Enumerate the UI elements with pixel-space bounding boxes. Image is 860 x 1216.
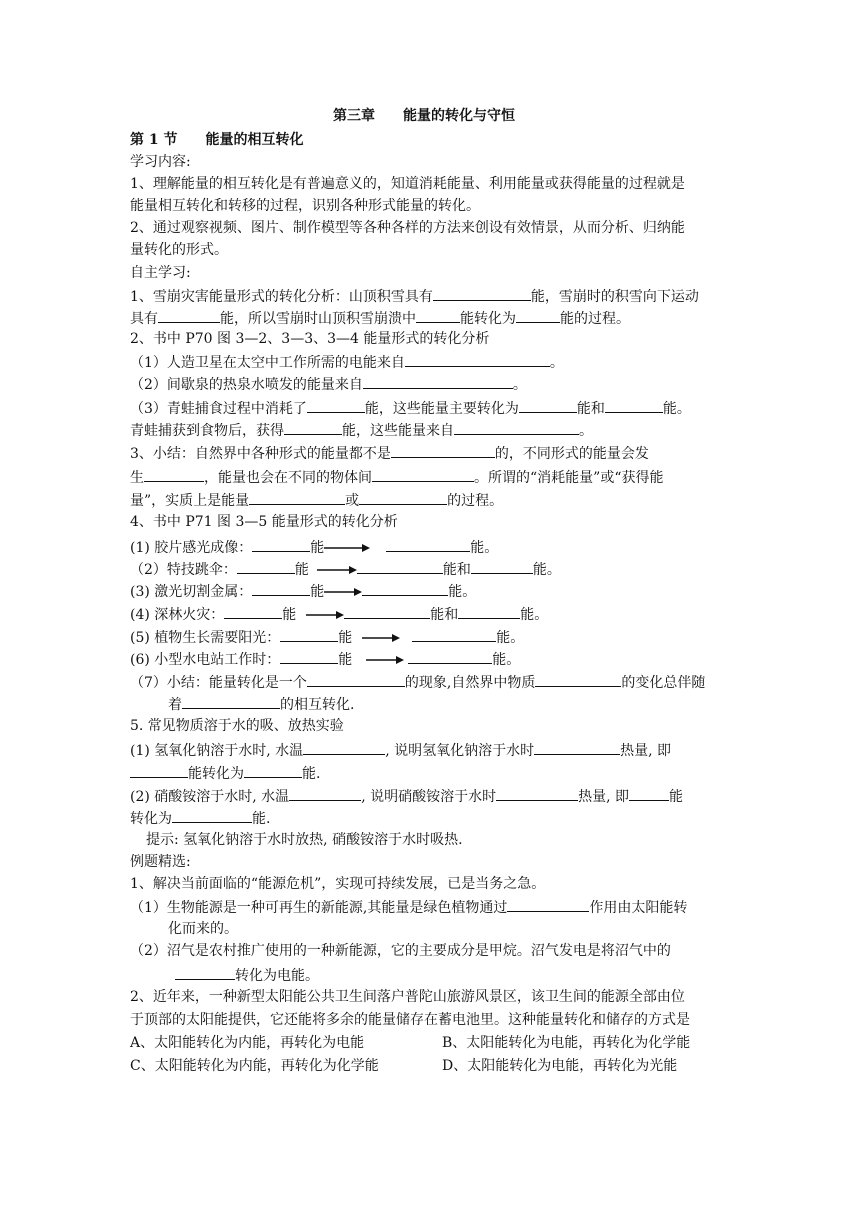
q5-text: 能. — [302, 766, 321, 782]
answer-blank[interactable] — [454, 418, 579, 435]
q3-line1 — [130, 441, 649, 463]
q1-text: 具有 — [130, 311, 158, 327]
q2-text: （1）人造卫星在太空中工作所需的电能来自 — [130, 355, 405, 371]
q4-text: 的变化总伴随 — [621, 675, 706, 691]
answer-blank[interactable] — [252, 535, 310, 552]
answer-blank[interactable] — [249, 488, 345, 505]
study-line: 2、通过观察视频、图片、制作模型等各种各样的方法来创设有效情景，从而分析、归纳能 — [130, 220, 685, 236]
study-line: 1、理解能量的相互转化是有普遍意义的，知道消耗能量、利用能量或获得能量的过程就是 — [130, 176, 685, 192]
q4-item2 — [130, 557, 561, 579]
q5-text: 转化为 — [130, 811, 172, 827]
ex1-text: （1）生物能源是一种可再生的新能源,其能量是绿色植物通过 — [130, 900, 508, 916]
q1-text: 1、雪崩灾害能量形式的转化分析：山顶积雪具有 — [130, 289, 433, 305]
q2-text: 。 — [512, 377, 527, 393]
answer-blank[interactable] — [359, 488, 447, 505]
q3-text: 生 — [130, 470, 144, 486]
q4-text: 能 — [338, 630, 353, 646]
q4-text: 能。 — [470, 540, 499, 556]
answer-blank[interactable] — [605, 396, 663, 413]
q3-text: 或 — [345, 493, 360, 509]
q2-text: 能，这些能量来自 — [342, 423, 454, 439]
q2-item2 — [130, 372, 527, 394]
q4-text: 能 — [294, 562, 309, 578]
arrow-right-icon — [362, 633, 400, 643]
ex1-part2-cont — [175, 963, 319, 985]
q4-label: (4) 深林火灾： — [130, 607, 225, 623]
answer-blank[interactable] — [629, 784, 669, 801]
q5-b-line2 — [130, 806, 270, 828]
answer-blank[interactable] — [172, 806, 252, 823]
q1-text: 能，所以雪崩时山顶积雪崩溃中 — [220, 311, 416, 327]
q4-text: 能。 — [520, 607, 549, 623]
option-d[interactable]: D、太阳能转化为电能，再转化为光能 — [442, 1058, 678, 1074]
q2-text: 能，这些能量主要转化为 — [364, 401, 519, 417]
ex2-line1: 2、近年来，一种新型太阳能公共卫生间落户普陀山旅游风景区，该卫生间的能源全部由位 — [130, 989, 685, 1005]
q4-text: 能。 — [496, 630, 525, 646]
answer-blank[interactable] — [237, 557, 295, 574]
q5-a-line1 — [130, 738, 671, 760]
q1-line1 — [130, 284, 699, 306]
q3-line2 — [130, 465, 663, 487]
q2-item1 — [130, 350, 564, 372]
option-a[interactable]: A、太阳能转化为内能，再转化为电能 — [130, 1035, 365, 1051]
answer-blank[interactable] — [244, 761, 302, 778]
q4-text: 能 — [282, 607, 297, 623]
q5-text: (2) 硝酸铵溶于水时, 水温 — [130, 789, 290, 805]
q1-text: 能的过程。 — [560, 311, 630, 327]
study-line: 量转化的形式。 — [130, 242, 228, 258]
option-c[interactable]: C、太阳能转化为内能，再转化为化学能 — [130, 1058, 379, 1074]
q2-text: 。 — [579, 423, 593, 439]
q2-item3 — [130, 396, 691, 418]
q5-text: 能转化为 — [188, 766, 244, 782]
answer-blank[interactable] — [363, 372, 513, 389]
q2-item3-cont — [130, 418, 593, 440]
q2-text: 。 — [549, 355, 564, 371]
answer-blank[interactable] — [362, 579, 448, 596]
q5-text: , 说明氢氧化钠溶于水时 — [385, 743, 535, 759]
q3-text: 。所谓的“消耗能量”或“获得能 — [474, 470, 664, 486]
answer-blank[interactable] — [519, 396, 577, 413]
q2-text: 能。 — [662, 401, 691, 417]
answer-blank[interactable] — [252, 579, 310, 596]
q3-text: ，能量也会在不同的物体间 — [204, 470, 372, 486]
answer-blank[interactable] — [496, 784, 578, 801]
ex1-heading: 1、解决当前面临的“能源危机”，实现可持续发展，已是当务之急。 — [130, 876, 546, 892]
q4-text: 能 — [338, 652, 353, 668]
answer-blank[interactable] — [507, 895, 589, 912]
q4-text: 能。 — [448, 584, 477, 600]
chapter-title: 第三章 能量的转化与守恒 — [333, 108, 515, 124]
q2-text: （2）间歇泉的热泉水喷发的能量来自 — [130, 377, 363, 393]
q3-line3 — [130, 488, 503, 510]
answer-blank[interactable] — [405, 350, 550, 367]
q4-text: 能和 — [430, 607, 459, 623]
q5-hint: 提示: 氢氧化钠溶于水时放热, 硝酸铵溶于水时吸热. — [146, 832, 463, 848]
q4-item3 — [130, 579, 476, 601]
q4-text: 能 — [310, 540, 325, 556]
answer-blank[interactable] — [416, 306, 460, 323]
answer-blank[interactable] — [535, 670, 621, 687]
answer-blank[interactable] — [408, 647, 492, 664]
answer-blank[interactable] — [344, 602, 430, 619]
q3-text: 的过程。 — [447, 493, 504, 509]
answer-blank[interactable] — [534, 738, 620, 755]
q5-text: 能 — [669, 789, 683, 805]
q4-text: 着 — [168, 697, 182, 713]
arrow-right-icon — [317, 565, 357, 575]
q5-text: (1) 氢氧化钠溶于水时, 水温 — [130, 743, 304, 759]
answer-blank[interactable] — [372, 465, 474, 482]
q4-text: 的现象,自然界中物质 — [404, 675, 536, 691]
section-title: 第 1 节 能量的相互转化 — [130, 132, 304, 148]
answer-blank[interactable] — [280, 625, 338, 642]
q2-heading: 2、书中 P70 图 3—2、3—3、3—4 能量形式的转化分析 — [130, 331, 490, 347]
q1-text: 能，雪崩时的积雪向下运动 — [530, 289, 699, 305]
answer-blank[interactable] — [433, 284, 531, 301]
answer-blank[interactable] — [224, 602, 282, 619]
q5-heading: 5. 常见物质溶于水的吸、放热实验 — [130, 718, 344, 734]
answer-blank[interactable] — [144, 465, 204, 482]
study-label: 学习内容: — [130, 154, 191, 170]
examples-label: 例题精选: — [130, 854, 191, 870]
ex1-part1-cont: 化而来的。 — [168, 921, 238, 937]
answer-blank[interactable] — [516, 306, 560, 323]
q2-text: （3）青蛙捕食过程中消耗了 — [130, 401, 307, 417]
q3-text: 3、小结：自然界中各种形式的能量都不是 — [130, 446, 391, 462]
answer-blank[interactable] — [175, 963, 235, 980]
arrow-right-icon — [366, 655, 404, 665]
q4-heading: 4、书中 P71 图 3—5 能量形式的转化分析 — [130, 514, 398, 530]
q4-item1 — [130, 535, 498, 557]
answer-blank[interactable] — [289, 784, 361, 801]
q4-text: 的相互转化. — [280, 697, 355, 713]
answer-blank[interactable] — [471, 557, 533, 574]
q4-item4 — [130, 602, 548, 624]
answer-blank[interactable] — [130, 761, 188, 778]
self-study-label: 自主学习: — [130, 265, 191, 281]
arrow-right-icon — [324, 587, 362, 597]
answer-blank[interactable] — [303, 738, 385, 755]
q4-summary — [130, 670, 705, 692]
q3-text: 的，不同形式的能量会发 — [494, 446, 649, 462]
answer-blank[interactable] — [386, 535, 470, 552]
q4-text: 能。 — [532, 562, 561, 578]
ex1-text: 转化为电能。 — [235, 968, 319, 984]
option-b[interactable]: B、太阳能转化为电能，再转化为化学能 — [442, 1035, 691, 1051]
q5-text: 能. — [252, 811, 271, 827]
q5-text: 热量, 即 — [620, 743, 671, 759]
q1-line2 — [130, 306, 630, 328]
answer-blank[interactable] — [307, 396, 365, 413]
q5-b-line1 — [130, 784, 683, 806]
ex1-text: 作用由太阳能转 — [589, 900, 688, 916]
q5-text: , 说明硝酸铵溶于水时 — [361, 789, 497, 805]
answer-blank[interactable] — [280, 647, 338, 664]
q4-item6 — [130, 647, 520, 669]
q4-label: (6) 小型水电站工作时： — [130, 652, 281, 668]
ex2-line2: 于顶部的太阳能提供，它还能将多余的能量储存在蓄电池里。这种能量转化和储存的方式是 — [130, 1012, 690, 1028]
q2-text: 青蛙捕获到食物后，获得 — [130, 423, 284, 439]
q3-text: 量”，实质上是能量 — [130, 493, 250, 509]
q4-text: 能。 — [492, 652, 521, 668]
q4-label: (1) 胶片感光成像： — [130, 540, 253, 556]
q4-text: 能和 — [442, 562, 471, 578]
q4-text: （7）小结：能量转化是一个 — [130, 675, 307, 691]
q4-text: 能 — [310, 584, 325, 600]
answer-blank[interactable] — [412, 625, 496, 642]
answer-blank[interactable] — [158, 306, 220, 323]
answer-blank[interactable] — [284, 418, 342, 435]
q5-text: 热量, 即 — [578, 789, 629, 805]
q5-a-line2 — [130, 761, 320, 783]
q4-label: （2）特技跳伞： — [130, 562, 237, 578]
answer-blank[interactable] — [357, 557, 443, 574]
ex1-part1 — [130, 895, 687, 917]
q4-label: (5) 植物生长需要阳光： — [130, 630, 281, 646]
q4-summary-cont — [168, 692, 354, 714]
answer-blank[interactable] — [458, 602, 520, 619]
q4-label: (3) 激光切割金属： — [130, 584, 253, 600]
ex1-part2: （2）沼气是农村推广使用的一种新能源，它的主要成分是甲烷。沼气发电是将沼气中的 — [130, 943, 671, 959]
answer-blank[interactable] — [182, 692, 280, 709]
q2-text: 能和 — [576, 401, 605, 417]
q1-text: 能转化为 — [460, 311, 516, 327]
arrow-right-icon — [306, 610, 344, 620]
q4-item5 — [130, 625, 524, 647]
arrow-right-icon — [324, 543, 370, 553]
answer-blank[interactable] — [307, 670, 405, 687]
study-line: 能量相互转化和转移的过程，识别各种形式能量的转化。 — [130, 198, 480, 214]
answer-blank[interactable] — [391, 441, 495, 458]
